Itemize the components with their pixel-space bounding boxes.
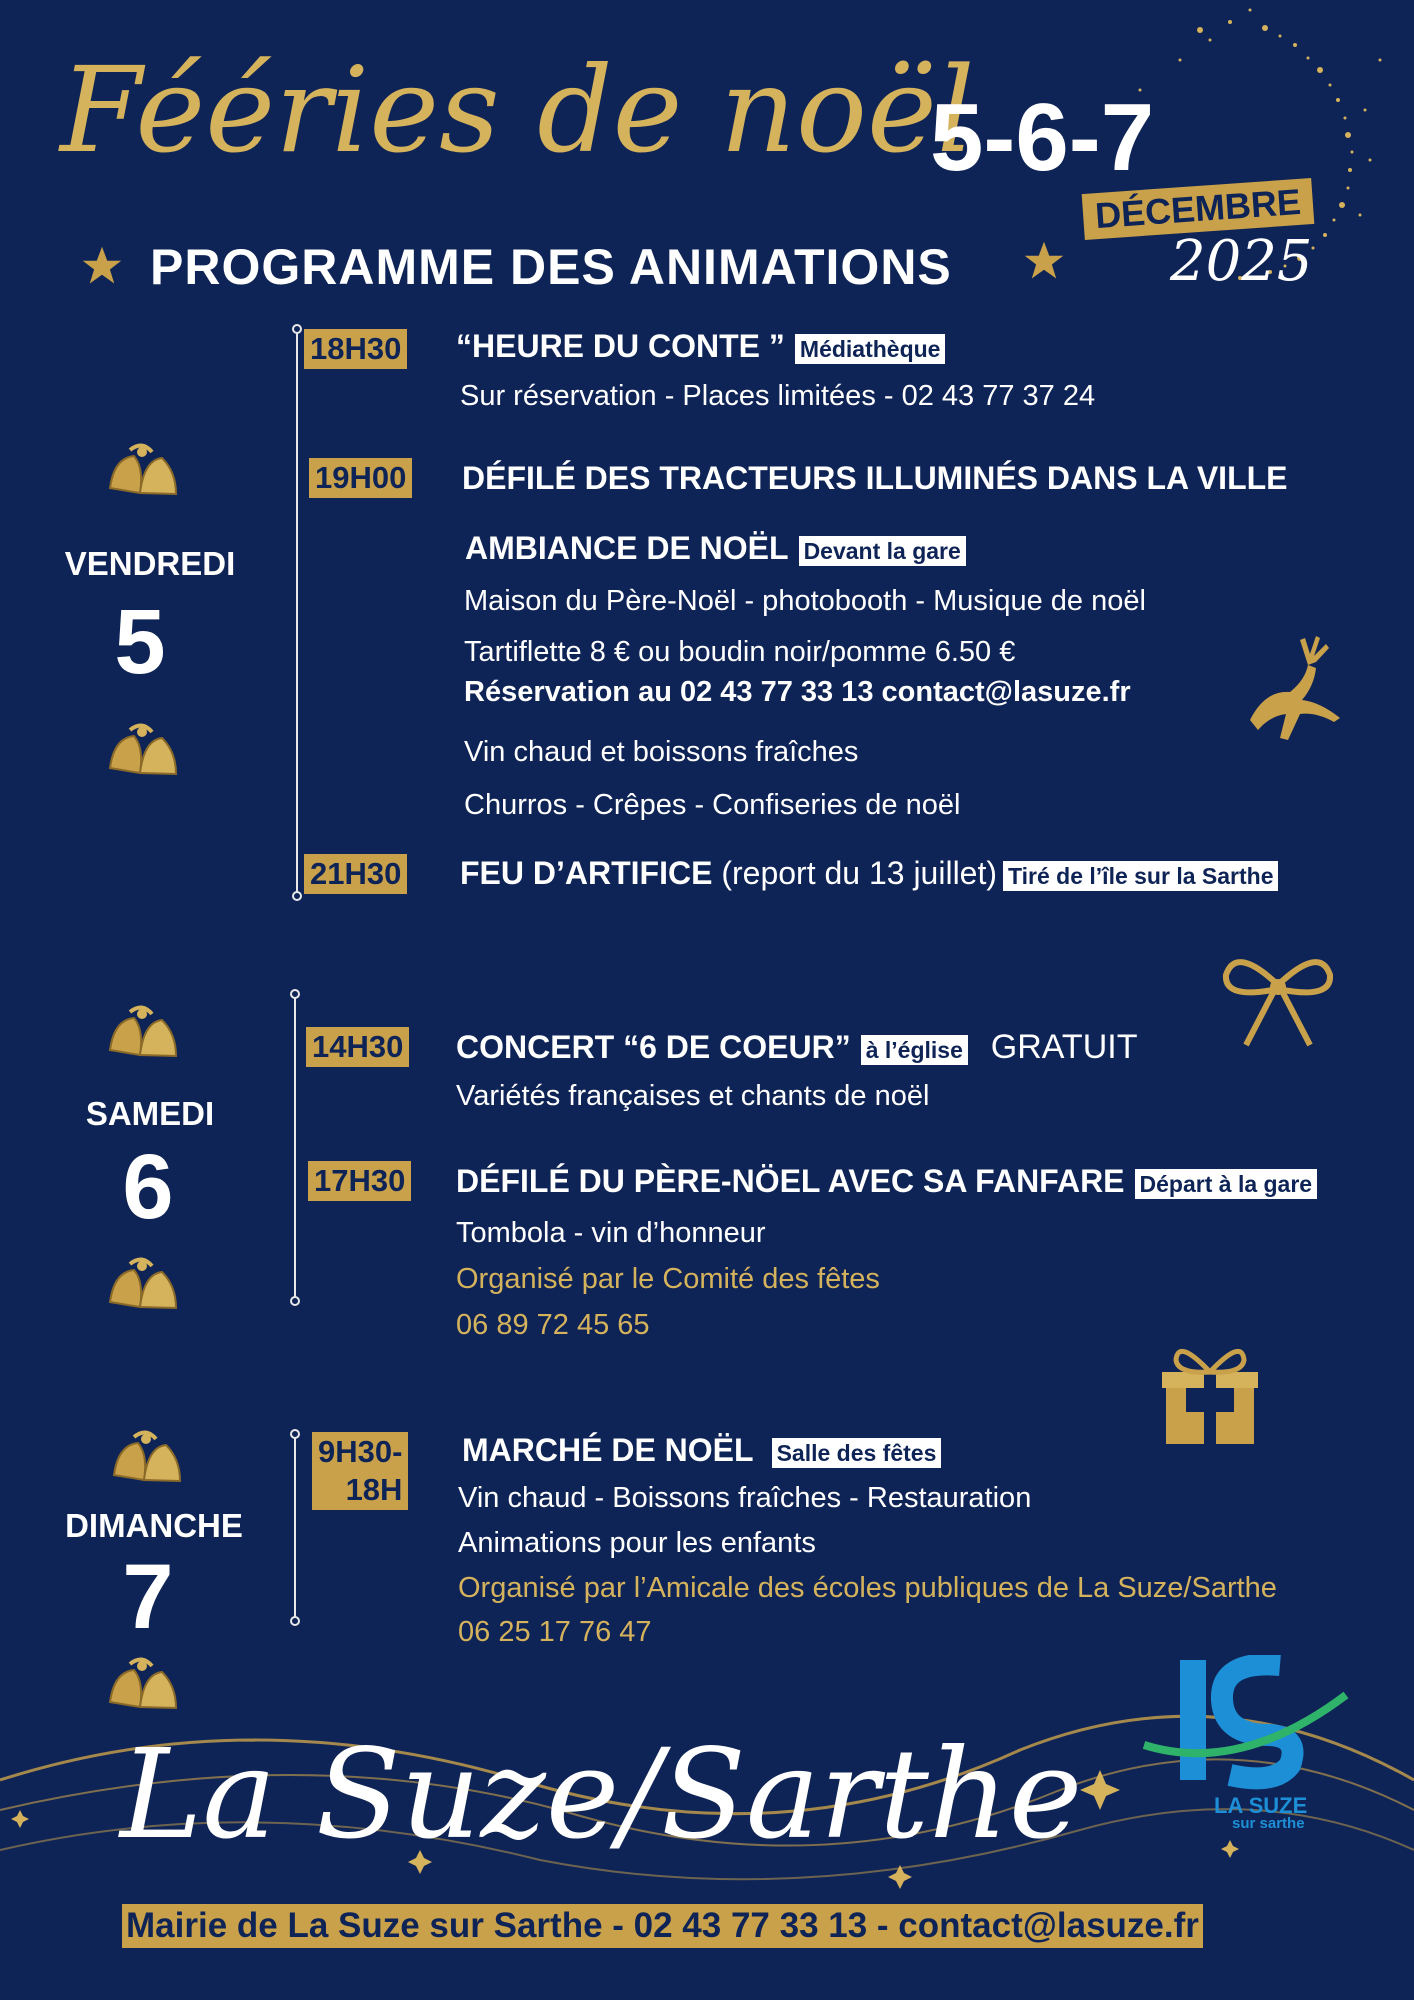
year-label: 2025 — [1170, 229, 1313, 294]
event-time: 17H30 — [308, 1161, 411, 1201]
event-details: Animations pour les enfants — [458, 1527, 816, 1559]
location-tag: Tiré de l’île sur la Sarthe — [1003, 861, 1278, 891]
bells-icon — [100, 1000, 184, 1070]
program-subtitle: PROGRAMME DES ANIMATIONS — [150, 239, 952, 295]
event-time-end: 18H — [345, 1472, 403, 1507]
town-name: La Suze/Sarthe — [120, 1723, 1083, 1867]
bells-icon — [100, 718, 184, 788]
logo-text: LA SUZE — [1214, 1793, 1308, 1818]
day-name-sunday: DIMANCHE — [65, 1507, 243, 1544]
festival-dates: 5-6-7 — [930, 84, 1155, 191]
location-tag: Médiathèque — [795, 334, 946, 364]
event-details: Tartiflette 8 € ou boudin noir/pomme 6.50 € — [464, 636, 1016, 668]
organizer-phone: 06 89 72 45 65 — [456, 1309, 650, 1341]
timeline-friday — [296, 330, 298, 895]
day-number-friday: 5 — [114, 591, 166, 693]
event-details: Sur réservation - Places limitées - 02 43 77 37 24 — [460, 380, 1096, 412]
event-title — [465, 530, 966, 567]
organizer-line: Organisé par le Comité des fêtes — [456, 1263, 880, 1295]
event-details: Tombola - vin d’honneur — [456, 1217, 766, 1249]
event-time: 19H00 — [309, 458, 412, 498]
event-details: Maison du Père-Noël - photobooth - Musique de noël — [464, 585, 1146, 617]
event-details: Churros - Crêpes - Confiseries de noël — [464, 789, 961, 821]
event-title — [456, 328, 945, 365]
star-icon — [1022, 240, 1066, 282]
reservation-line: Réservation au 02 43 77 33 13 contact@lasuze.fr — [464, 676, 1131, 708]
bells-icon — [100, 1252, 184, 1322]
event-time: 14H30 — [306, 1027, 409, 1067]
organizer-line: Organisé par l’Amicale des écoles publiques de La Suze/Sarthe — [458, 1572, 1277, 1604]
event-title-text: DÉFILÉ DU PÈRE-NÖEL AVEC SA FANFARE — [456, 1163, 1125, 1199]
day-number-sunday: 7 — [122, 1546, 174, 1648]
event-title-text: AMBIANCE DE NOËL — [465, 530, 789, 566]
event-title-text: CONCERT “6 DE COEUR” — [456, 1029, 851, 1065]
event-time: 18H30 — [304, 329, 407, 369]
bow-icon — [1216, 945, 1340, 1053]
event-note: (report du 13 juillet) — [721, 855, 998, 891]
event-title: DÉFILÉ DES TRACTEURS ILLUMINÉS DANS LA VILLE — [462, 460, 1288, 496]
bells-icon — [100, 438, 184, 508]
reindeer-icon — [1230, 630, 1360, 750]
logo-subtext: sur sarthe — [1232, 1815, 1305, 1832]
event-details: Vin chaud - Boissons fraîches - Restauration — [458, 1482, 1032, 1514]
event-title-text: FEU D’ARTIFICE — [460, 855, 713, 891]
event-title-text: MARCHÉ DE NOËL — [462, 1432, 754, 1468]
contact-banner: Mairie de La Suze sur Sarthe - 02 43 77 33 13 - contact@lasuze.fr — [122, 1904, 1203, 1948]
free-label: GRATUIT — [990, 1028, 1138, 1066]
day-name-friday: VENDREDI — [64, 545, 236, 582]
location-tag: à l’église — [861, 1035, 968, 1065]
event-time: 21H30 — [304, 854, 407, 894]
bells-icon — [104, 1425, 188, 1495]
star-icon — [80, 245, 124, 287]
organizer-phone: 06 25 17 76 47 — [458, 1616, 652, 1648]
event-title — [456, 1028, 1137, 1067]
location-tag: Départ à la gare — [1135, 1169, 1318, 1199]
day-name-saturday: SAMEDI — [85, 1095, 215, 1132]
event-title-text: “HEURE DU CONTE ” — [456, 328, 785, 364]
event-details: Variétés françaises et chants de noël — [456, 1080, 930, 1112]
town-logo-icon — [1140, 1655, 1350, 1795]
event-time — [312, 1432, 408, 1510]
event-title — [462, 1432, 941, 1469]
event-title — [460, 855, 1278, 892]
gift-icon — [1158, 1338, 1262, 1448]
timeline-saturday — [294, 995, 296, 1300]
event-details: Vin chaud et boissons fraîches — [464, 736, 859, 768]
location-tag: Salle des fêtes — [772, 1438, 942, 1468]
town-logo — [1140, 1655, 1350, 1835]
event-title — [456, 1163, 1317, 1200]
day-number-saturday: 6 — [122, 1136, 174, 1238]
festival-title: Fééries de noël — [60, 41, 975, 179]
location-tag: Devant la gare — [799, 536, 966, 566]
timeline-sunday — [294, 1435, 296, 1620]
month-badge: DÉCEMBRE — [1082, 178, 1315, 240]
event-time-start: 9H30- — [318, 1434, 403, 1469]
